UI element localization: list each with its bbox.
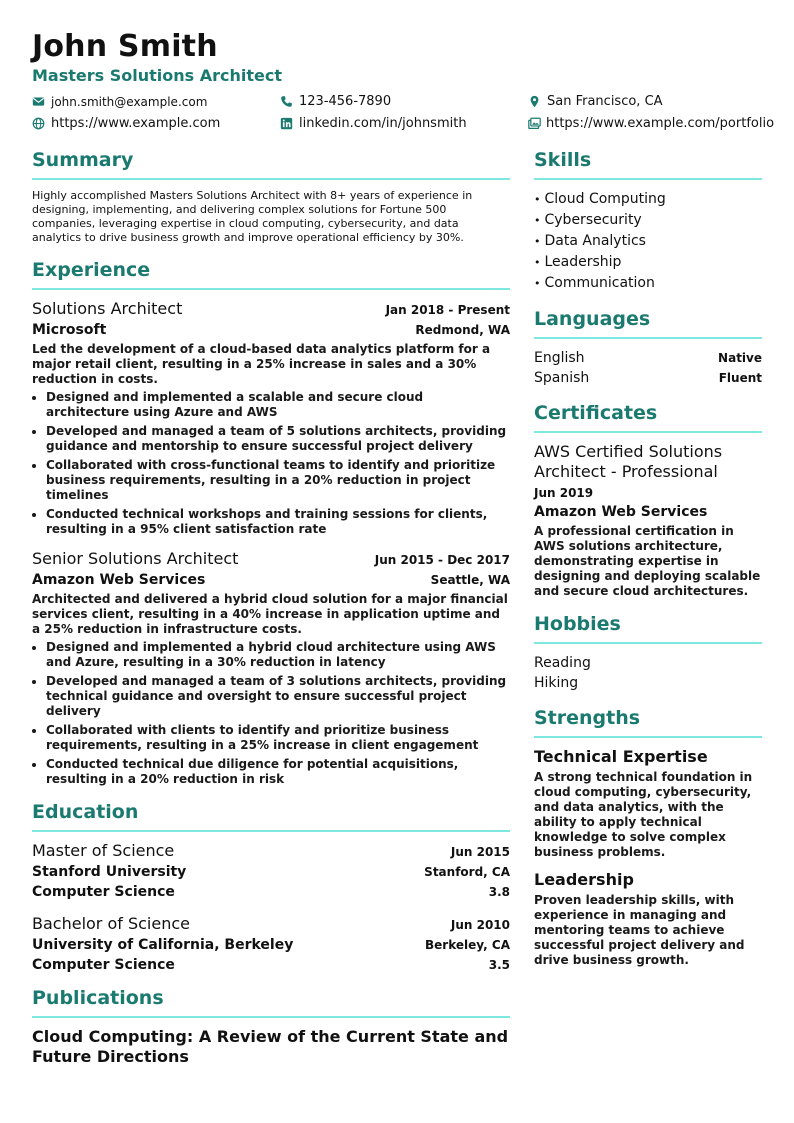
degree-date: Jun 2015 bbox=[450, 845, 510, 859]
job-bullet: • Collaborated with cross-functional teams to identify and prioritize business requirements, resulting in a 20% reduction in project timelines bbox=[46, 458, 510, 503]
job-bullet: • Designed and implemented a hybrid cloud architecture using AWS and Azure, resulting in a 30% reduction in latency bbox=[46, 640, 510, 670]
map-pin-icon bbox=[528, 95, 542, 109]
strength-name: Leadership bbox=[534, 870, 634, 889]
languages-heading: Languages bbox=[534, 308, 762, 339]
resume-body bbox=[32, 149, 772, 1081]
phone-icon bbox=[280, 95, 294, 109]
language-item bbox=[534, 368, 762, 388]
job-bullet: • Conducted technical due diligence for potential acquisitions, resulting in a 20% reduction in risk bbox=[46, 757, 510, 787]
summary-section bbox=[32, 149, 510, 245]
bullet-icon: • bbox=[534, 235, 541, 248]
publications-heading: Publications bbox=[32, 987, 510, 1018]
job-bullets bbox=[32, 390, 510, 537]
job-bullet: • Developed and managed a team of 5 solutions architects, providing guidance and mentorship to ensure successful project delivery bbox=[46, 424, 510, 454]
job-location: Seattle, WA bbox=[430, 573, 510, 587]
contact-portfolio[interactable] bbox=[528, 116, 775, 131]
education-section bbox=[32, 801, 510, 973]
email-text: john.smith@example.com bbox=[51, 94, 208, 109]
gpa: 3.8 bbox=[488, 885, 510, 899]
strengths-heading: Strengths bbox=[534, 707, 762, 738]
bullet-icon: • bbox=[534, 277, 541, 290]
language-item bbox=[534, 348, 762, 368]
hobby-item: Reading bbox=[534, 655, 591, 671]
strengths-section bbox=[534, 707, 762, 968]
strength-entry bbox=[534, 747, 762, 860]
hobbies-heading: Hobbies bbox=[534, 613, 762, 644]
experience-section bbox=[32, 259, 510, 787]
job-dates: Jan 2018 - Present bbox=[385, 303, 510, 317]
degree-name: Master of Science bbox=[32, 841, 175, 860]
language-level: Native bbox=[718, 351, 762, 365]
degree-date: Jun 2010 bbox=[450, 918, 510, 932]
job-title: Solutions Architect bbox=[32, 299, 183, 318]
education-entry bbox=[32, 841, 510, 900]
hobby-item: Hiking bbox=[534, 675, 579, 691]
certificate-name: AWS Certified Solutions Architect - Professional bbox=[534, 442, 723, 481]
job-bullet: • Designed and implemented a scalable and secure cloud architecture using Azure and AWS bbox=[46, 390, 510, 420]
school-name: University of California, Berkeley bbox=[32, 937, 294, 953]
job-description: Led the development of a cloud-based data analytics platform for a major retail client, resulting in a 25% increase in sales and a 30% reduction in costs. bbox=[32, 342, 491, 386]
job-dates: Jun 2015 - Dec 2017 bbox=[374, 553, 510, 567]
language-name: English bbox=[534, 350, 585, 366]
globe-icon bbox=[32, 117, 46, 131]
linkedin-icon bbox=[280, 117, 294, 131]
job-location: Redmond, WA bbox=[415, 323, 510, 337]
language-level: Fluent bbox=[718, 371, 762, 385]
summary-text: Highly accomplished Masters Solutions Architect with 8+ years of experience in designing, implementing, and delivering complex solutions for Fortune 500 companies, leveraging expertise in cloud computing, cybersecurity, and data analytics to drive business growth and improve operational efficiency by 30%. bbox=[32, 189, 473, 244]
field-of-study: Computer Science bbox=[32, 957, 175, 973]
skill-item: • Cloud Computing bbox=[534, 191, 666, 207]
contact-info bbox=[32, 94, 775, 131]
contact-website[interactable] bbox=[32, 116, 280, 131]
bullet-icon: • bbox=[534, 214, 541, 227]
strength-name: Technical Expertise bbox=[534, 747, 708, 766]
job-bullet: • Collaborated with clients to identify and prioritize business requirements, resulting in a 25% increase in client engagement bbox=[46, 723, 510, 753]
contact-location bbox=[528, 94, 772, 109]
publication-title: Cloud Computing: A Review of the Current State and Future Directions bbox=[32, 1027, 509, 1066]
job-bullet: • Developed and managed a team of 3 solutions architects, providing technical guidance and oversight to ensure successful project delivery bbox=[46, 674, 510, 719]
contact-email[interactable] bbox=[32, 94, 280, 109]
strength-entry bbox=[534, 870, 762, 968]
school-location: Berkeley, CA bbox=[425, 938, 510, 952]
candidate-title: Masters Solutions Architect bbox=[32, 66, 282, 85]
job-entry bbox=[32, 549, 510, 787]
contact-phone[interactable] bbox=[280, 94, 528, 109]
right-column bbox=[534, 149, 762, 1081]
candidate-name: John Smith bbox=[32, 29, 218, 64]
education-entry bbox=[32, 914, 510, 973]
school-name: Stanford University bbox=[32, 864, 187, 880]
certificate-issuer: Amazon Web Services bbox=[534, 504, 708, 520]
contact-linkedin[interactable] bbox=[280, 116, 528, 131]
strength-description: Proven leadership skills, with experience in managing and mentoring teams to achieve successful project delivery and drive business growth. bbox=[534, 893, 745, 967]
portfolio-icon bbox=[528, 117, 541, 131]
degree-name: Bachelor of Science bbox=[32, 914, 190, 933]
skills-list bbox=[534, 189, 762, 294]
linkedin-text: linkedin.com/in/johnsmith bbox=[299, 116, 467, 131]
job-entry bbox=[32, 299, 510, 537]
portfolio-text: https://www.example.com/portfolio bbox=[546, 116, 775, 131]
job-bullet: • Conducted technical workshops and training sessions for clients, resulting in a 95% client satisfaction rate bbox=[46, 507, 510, 537]
resume-header bbox=[32, 30, 772, 85]
gpa: 3.5 bbox=[488, 958, 510, 972]
bullet-icon: • bbox=[534, 256, 541, 269]
languages-section bbox=[534, 308, 762, 388]
skill-item: • Cybersecurity bbox=[534, 212, 642, 228]
summary-heading: Summary bbox=[32, 149, 510, 180]
experience-heading: Experience bbox=[32, 259, 510, 290]
job-company: Amazon Web Services bbox=[32, 572, 206, 588]
phone-text: 123-456-7890 bbox=[299, 94, 392, 109]
skill-item: • Communication bbox=[534, 275, 655, 291]
website-text: https://www.example.com bbox=[51, 116, 221, 131]
strength-description: A strong technical foundation in cloud computing, cybersecurity, and data analytics, with the ability to apply technical knowledge to solve complex business problems. bbox=[534, 770, 753, 859]
resume-page bbox=[32, 29, 775, 1081]
certificates-heading: Certificates bbox=[534, 402, 762, 433]
location-text: San Francisco, CA bbox=[547, 94, 663, 109]
job-description: Architected and delivered a hybrid cloud solution for a major financial services client, resulting in a 40% increase in application uptime and a 25% reduction in infrastructure costs. bbox=[32, 592, 508, 636]
certificate-date: Jun 2019 bbox=[534, 486, 594, 500]
field-of-study: Computer Science bbox=[32, 884, 175, 900]
job-title: Senior Solutions Architect bbox=[32, 549, 239, 568]
certificates-section bbox=[534, 402, 762, 599]
skill-item: • Data Analytics bbox=[534, 233, 646, 249]
publications-section bbox=[32, 987, 510, 1067]
envelope-icon bbox=[32, 95, 46, 109]
left-column bbox=[32, 149, 510, 1081]
hobbies-section bbox=[534, 613, 762, 693]
language-name: Spanish bbox=[534, 370, 590, 386]
job-bullets bbox=[32, 640, 510, 787]
education-heading: Education bbox=[32, 801, 510, 832]
skill-item: • Leadership bbox=[534, 254, 622, 270]
certificate-description: A professional certification in AWS solutions architecture, demonstrating expertise in designing and deploying scalable and secure cloud architectures. bbox=[534, 524, 761, 598]
job-company: Microsoft bbox=[32, 322, 107, 338]
skills-section bbox=[534, 149, 762, 294]
bullet-icon: • bbox=[534, 193, 541, 206]
school-location: Stanford, CA bbox=[424, 865, 510, 879]
skills-heading: Skills bbox=[534, 149, 762, 180]
